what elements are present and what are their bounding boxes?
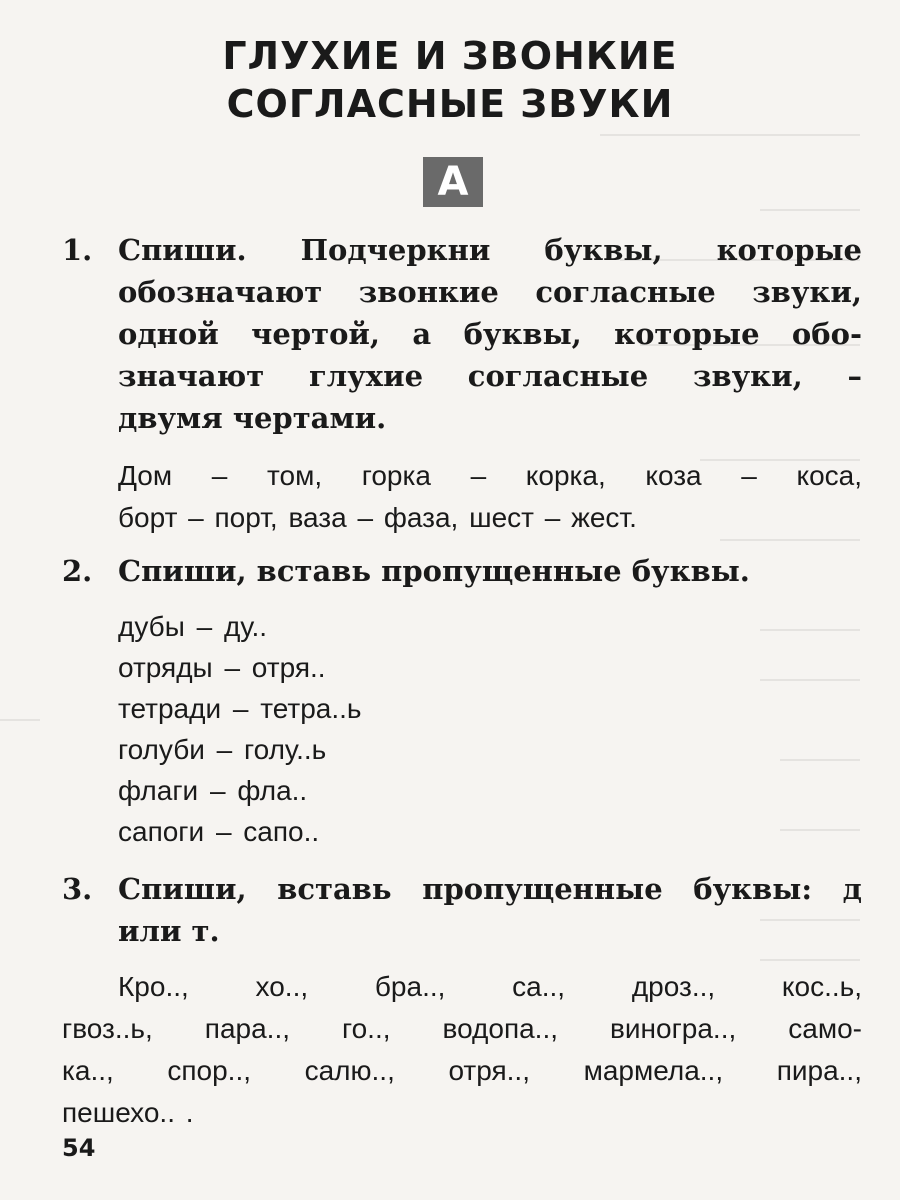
task-2-instruction [62, 550, 862, 592]
exercise-line: ка.., спор.., салю.., отря.., мармела.., пира.., [62, 1055, 862, 1086]
exercise-line: борт – порт, ваза – фаза, шест – жест. [118, 502, 637, 533]
word-pair: голуби – голу..ь [118, 734, 327, 765]
instruction-line: обозначают звонкие согласные звуки, [118, 275, 862, 309]
instruction-line: двумя чертами. [118, 401, 387, 435]
word-pair: сапоги – сапо.. [118, 816, 320, 847]
task-3-instruction [62, 868, 862, 952]
exercise-line: гвоз..ь, пара.., го.., водопа.., виногра.., само- [62, 1013, 862, 1044]
instruction-line: Спиши. Подчеркни буквы, которые [118, 233, 862, 267]
exercise-line: Кро.., хо.., бра.., са.., дроз.., кос..ь, [118, 971, 862, 1002]
exercise-line: Дом – том, горка – корка, коза – коса, [118, 460, 862, 491]
task-number: 2. [62, 554, 93, 588]
task-2 [62, 550, 862, 852]
task-number: 3. [62, 872, 93, 906]
task-number: 1. [62, 233, 93, 267]
word-pair: дубы – ду.. [118, 611, 268, 642]
word-pair: тетради – тетра..ь [118, 693, 362, 724]
instruction-line: Спиши, вставь пропущенные буквы. [118, 554, 750, 588]
task-1 [62, 229, 862, 539]
exercise-line: пешехо.. . [62, 1097, 194, 1128]
instruction-line: Спиши, вставь пропущенные буквы: д [118, 872, 862, 906]
instruction-line: значают глухие согласные звуки, – [118, 359, 862, 393]
page-title [0, 32, 900, 128]
level-badge: А [423, 157, 483, 207]
instruction-line: одной чертой, а буквы, которые обо- [118, 317, 862, 351]
page-number: 54 [62, 1134, 96, 1162]
word-pair: отряды – отря.. [118, 652, 326, 683]
word-list [62, 606, 862, 852]
title-line-2: СОГЛАСНЫЕ ЗВУКИ [226, 82, 674, 126]
instruction-line: или т. [118, 914, 220, 948]
word-pair: флаги – фла.. [118, 775, 308, 806]
task-3 [62, 868, 862, 1134]
title-line-1: ГЛУХИЕ И ЗВОНКИЕ [222, 34, 678, 78]
task-1-instruction [62, 229, 862, 439]
